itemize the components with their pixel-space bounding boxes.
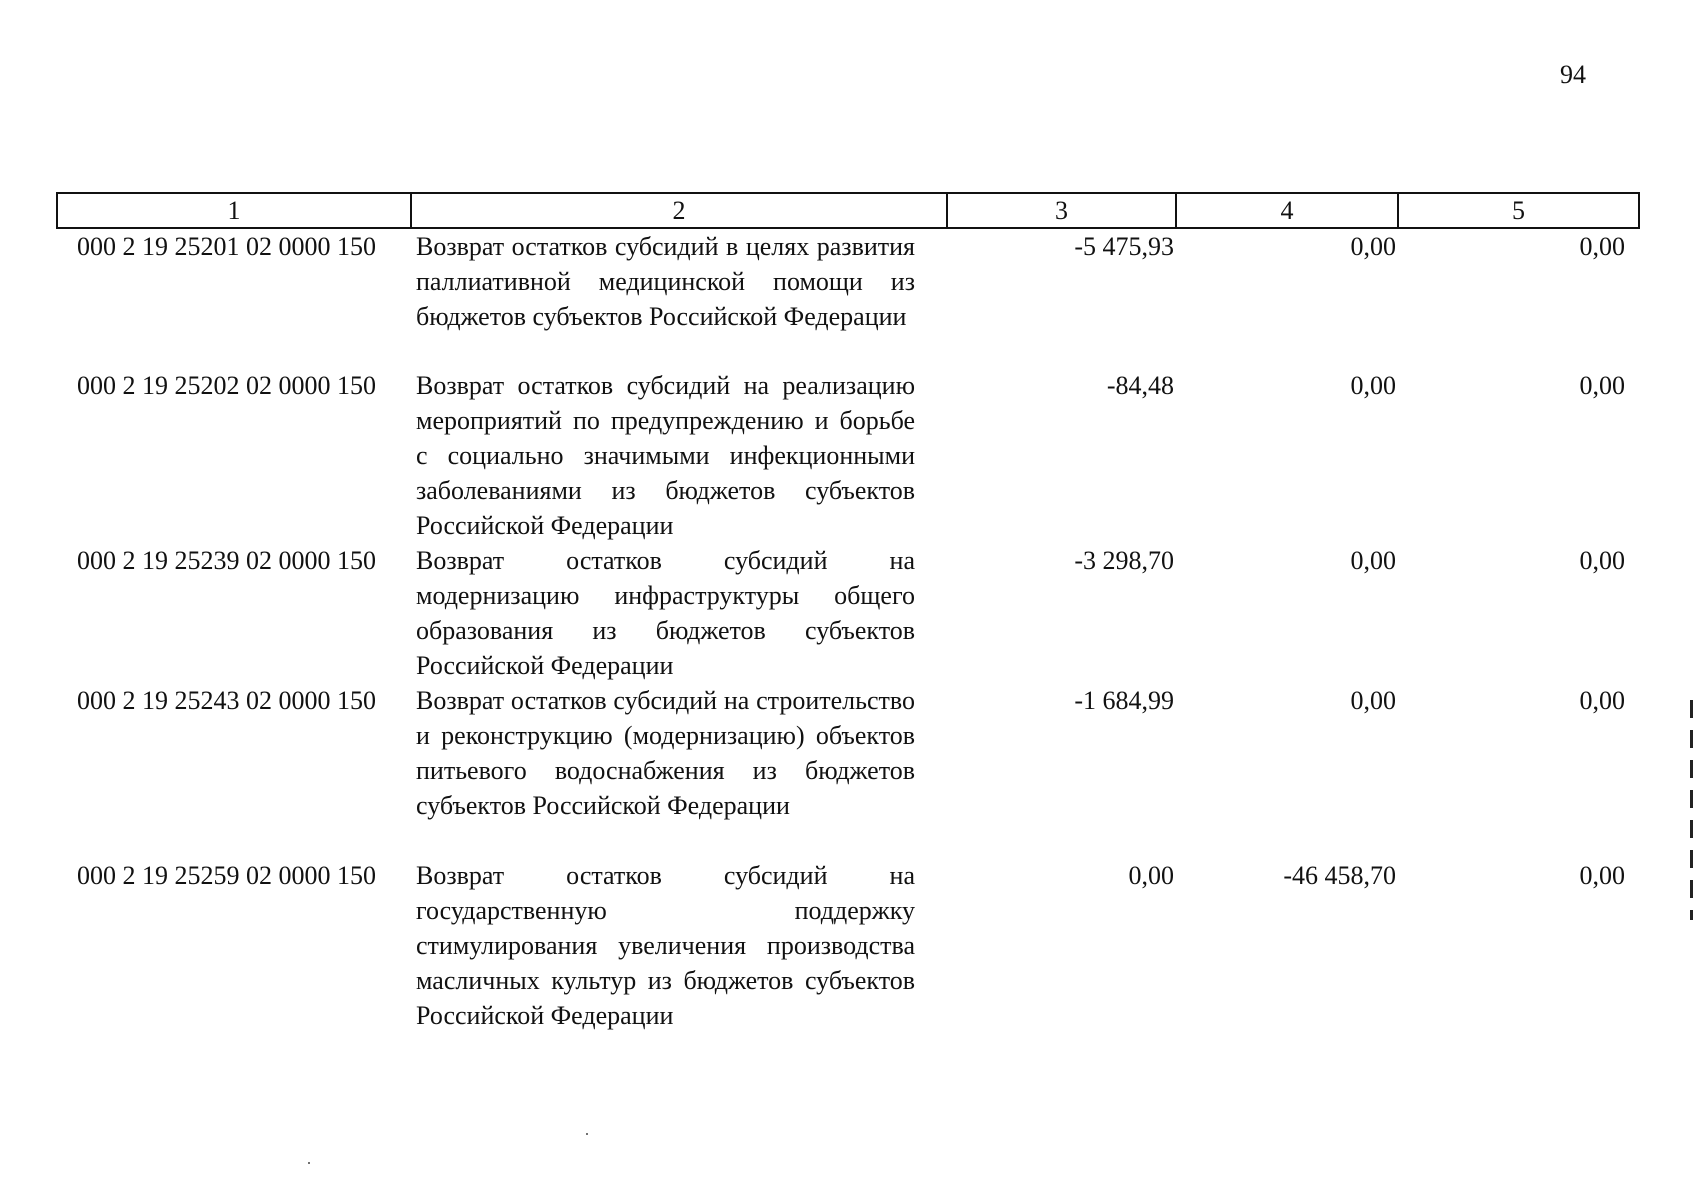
description-cell: Возврат остатков субсидий на реализацию мероприятий по предупреждению и борьбе с социально значимыми инфекционными заболеваниями из бюджетов субъектов Российской Федерации xyxy=(416,371,915,540)
scan-speck xyxy=(586,1133,588,1135)
page-number: 94 xyxy=(1560,60,1586,89)
table-row xyxy=(57,368,1639,543)
column-4-value: 0,00 xyxy=(1350,686,1396,715)
budget-code-cell: 000 2 19 25202 02 0000 150 xyxy=(77,371,376,400)
column-4-value: 0,00 xyxy=(1350,232,1396,261)
budget-code-cell: 000 2 19 25239 02 0000 150 xyxy=(77,546,376,575)
column-header-3: 3 xyxy=(947,193,1176,228)
column-4-value: 0,00 xyxy=(1350,546,1396,575)
column-header-4: 4 xyxy=(1176,193,1398,228)
column-5-value: 0,00 xyxy=(1579,546,1625,575)
description-cell: Возврат остатков субсидий на модернизацию инфраструктуры общего образования из бюджетов субъектов Российской Федерации xyxy=(416,546,915,680)
budget-code-cell: 000 2 19 25243 02 0000 150 xyxy=(77,686,376,715)
table-header xyxy=(57,193,1639,228)
budget-code-cell: 000 2 19 25201 02 0000 150 xyxy=(77,232,376,261)
column-4-value: 0,00 xyxy=(1350,371,1396,400)
column-3-value: -1 684,99 xyxy=(1074,686,1174,715)
column-3-value: -5 475,93 xyxy=(1074,232,1174,261)
table-body xyxy=(57,228,1639,1033)
table-row xyxy=(57,683,1639,858)
table-row xyxy=(57,228,1639,368)
description-cell: Возврат остатков субсидий в целях развития паллиативной медицинской помощи из бюджетов субъектов Российской Федерации xyxy=(416,232,915,331)
table-row xyxy=(57,858,1639,1033)
column-5-value: 0,00 xyxy=(1579,232,1625,261)
column-5-value: 0,00 xyxy=(1579,686,1625,715)
table-row xyxy=(57,543,1639,683)
column-3-value: -84,48 xyxy=(1106,371,1174,400)
scan-speck xyxy=(308,1162,310,1164)
column-3-value: 0,00 xyxy=(1128,861,1174,890)
scan-edge-marks xyxy=(1690,700,1693,920)
budget-table xyxy=(56,192,1640,1033)
column-4-value: -46 458,70 xyxy=(1283,861,1396,890)
column-5-value: 0,00 xyxy=(1579,861,1625,890)
column-header-2: 2 xyxy=(411,193,947,228)
description-cell: Возврат остатков субсидий на государственную поддержку стимулирования увеличения производства масличных культур из бюджетов субъектов Российской Федерации xyxy=(416,861,915,1030)
column-header-1: 1 xyxy=(57,193,411,228)
column-5-value: 0,00 xyxy=(1579,371,1625,400)
budget-code-cell: 000 2 19 25259 02 0000 150 xyxy=(77,861,376,890)
column-header-5: 5 xyxy=(1398,193,1639,228)
description-cell: Возврат остатков субсидий на строительство и реконструкцию (модернизацию) объектов питьевого водоснабжения из бюджетов субъектов Российской Федерации xyxy=(416,686,915,820)
header-row xyxy=(57,193,1639,228)
column-3-value: -3 298,70 xyxy=(1074,546,1174,575)
